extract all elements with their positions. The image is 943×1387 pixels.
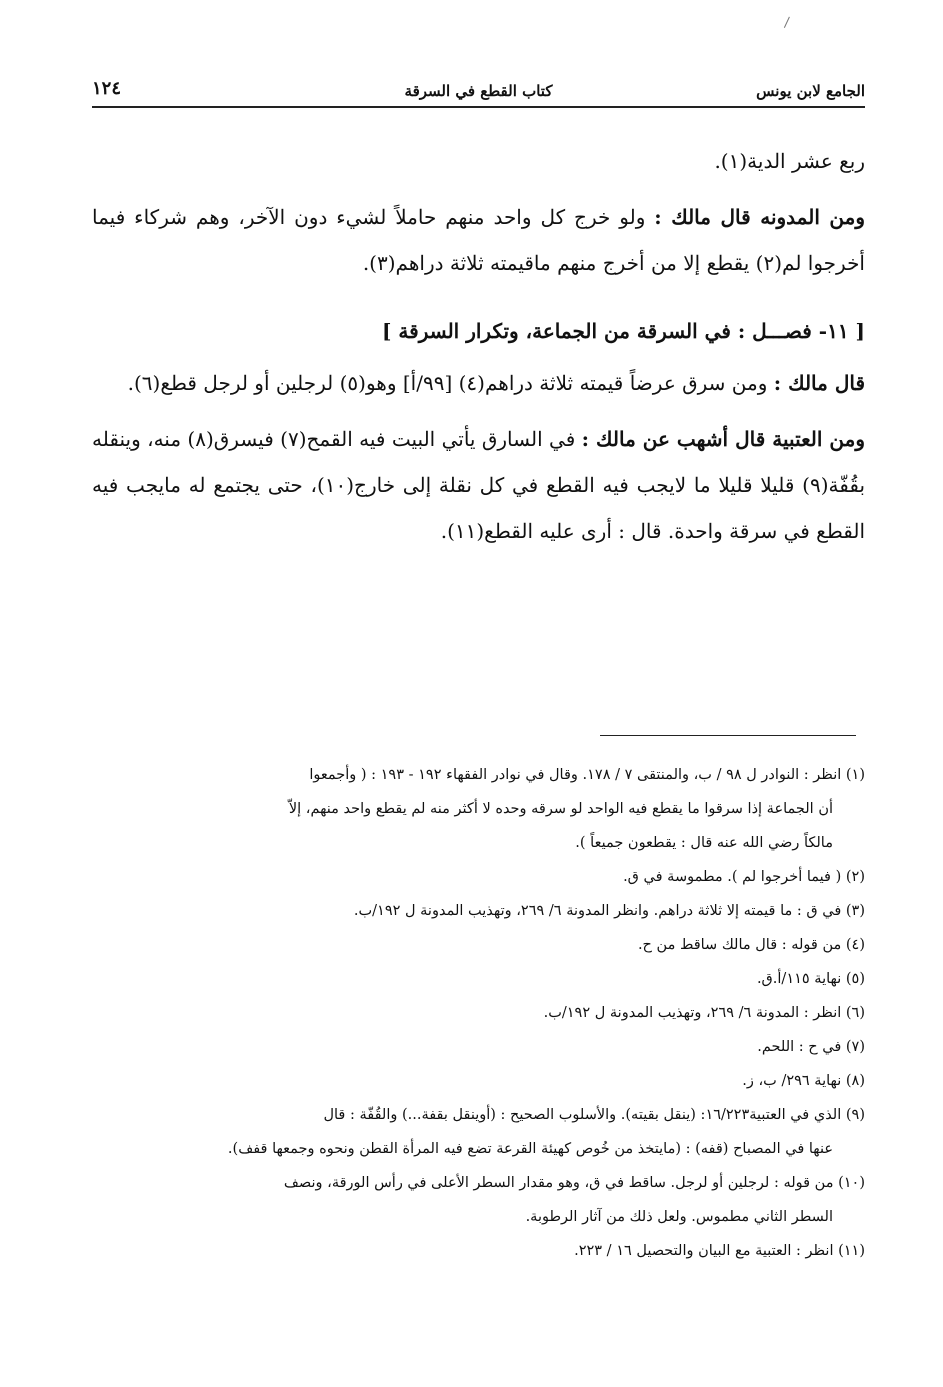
paragraph-3	[92, 360, 865, 406]
footnotes	[92, 758, 865, 1268]
paragraph-4-lead: ومن العتبية قال أشهب عن مالك :	[581, 427, 865, 451]
footnote-line: (١٠) من قوله : لرجلين أو لرجل. ساقط في ق، وهو مقدار السطر الأعلى في رأس الورقة، ونصف	[283, 1175, 865, 1191]
footnote-line: (١) انظر : النوادر ل ٩٨ / ب، والمنتقى ٧ / ١٧٨. وقال في نوادر الفقهاء ١٩٢ - ١٩٣ : ( وأجمعوا	[309, 767, 865, 783]
footnote-line: (٨) نهاية ٢٩٦/ ب، ز.	[742, 1073, 865, 1089]
paragraph-3-text: ومن سرق عرضاً قيمته ثلاثة دراهم(٤) [٩٩/أ] وهو(٥) لرجلين أو لرجل قطع(٦).	[127, 371, 774, 395]
footnote-rule	[600, 735, 856, 736]
footnote-line: (٢) ( فيما أخرجوا لم ). مطموسة في ق.	[623, 869, 865, 885]
footnote-line: (٧) في ح : اللحم.	[757, 1039, 865, 1055]
paragraph-1: ربع عشر الدية(١).	[714, 149, 865, 173]
footnote-line: أن الجماعة إذا سرقوا ما يقطع فيه الواحد لو سرقه وحده لا أكثر منه لم يقطع واحد منهم، إلاّ	[288, 801, 833, 817]
paragraph-4	[92, 416, 865, 554]
footnote-line: (٥) نهاية ١١٥/أ.ق.	[756, 971, 865, 987]
main-text	[92, 138, 865, 564]
footnote-line: عنها في المصباح (قفه) : (مايتخذ من خُوص كهيئة القرعة تضع فيه المرأة القطن ونحوه وجمعها قفف).	[227, 1141, 833, 1157]
page-number: ١٢٤	[92, 78, 122, 99]
footnote-line: السطر الثاني مطموس. ولعل ذلك من آثار الرطوبة.	[525, 1209, 833, 1225]
footnote-line: (٣) في ق : ما قيمته إلا ثلاثة دراهم. وانظر المدونة ٦/ ٢٦٩، وتهذيب المدونة ل ١٩٢/ب.	[353, 903, 865, 919]
paragraph-2-text: ولو خرج كل واحد منهم حاملاً لشيء دون الآخر، وهم شركاء فيما أخرجوا لم(٢) يقطع إلا من أخرج منهم ماقيمته ثلاثة دراهم(٣).	[92, 205, 865, 275]
header-rule	[92, 106, 865, 108]
paragraph-2	[92, 194, 865, 286]
footnote-line: مالكاً رضي الله عنه قال : يقطعون جميعاً ).	[575, 835, 833, 851]
paragraph-4-text: في السارق يأتي البيت فيه القمح(٧) فيسرق(٨) منه، وينقله بقُفّة(٩) قليلا قليلا ما لايجب فيه القطع في كل نقلة إلى خارج(١٠)، حتى يجتمع له مايجب فيه القطع في سرقة واحدة. قال : أرى عليه القطع(١١).	[92, 427, 866, 543]
footnote-line: (٤) من قوله : قال مالك ساقط من ح.	[637, 937, 865, 953]
header-chapter-title: كتاب القطع في السرقة	[404, 82, 553, 100]
pen-mark	[784, 17, 797, 32]
footnote-line: (١١) انظر : العتبية مع البيان والتحصيل ١٦ / ٢٢٣.	[574, 1243, 865, 1259]
paragraph-3-lead: قال مالك :	[773, 371, 865, 395]
running-header	[92, 76, 865, 106]
header-book-title: الجامع لابن يونس	[756, 82, 865, 100]
paragraph-2-lead: ومن المدونه قال مالك :	[654, 205, 865, 229]
footnote-line: (٦) انظر : المدونة ٦/ ٢٦٩، وتهذيب المدونة ل ١٩٢/ب.	[543, 1005, 865, 1021]
footnote-line: (٩) الذي في العتبية١٦/٢٢٣: (ينقل بقيته). والأسلوب الصحيح : (أوينقل بقفة...) والقُفّة : قال	[323, 1107, 865, 1123]
section-heading: [ ١١- فصـــل : في السرقة من الجماعة، وتكرار السرقة ]	[382, 319, 865, 343]
